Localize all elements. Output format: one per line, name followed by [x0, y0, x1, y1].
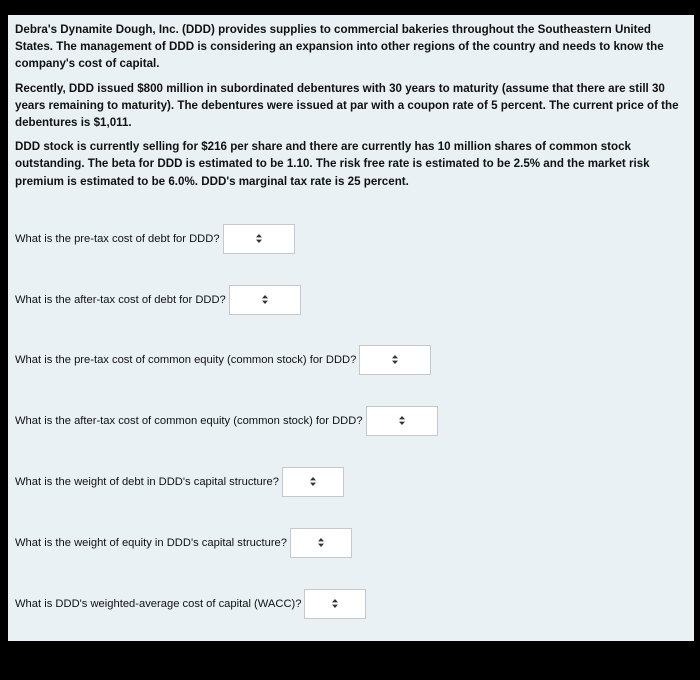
question-weight-of-debt — [15, 467, 344, 497]
question-wacc — [15, 589, 366, 619]
answer-dropdown[interactable] — [359, 345, 431, 375]
question-panel — [8, 15, 694, 641]
problem-statement — [15, 21, 690, 197]
question-aftertax-cost-of-debt — [15, 285, 301, 315]
answer-dropdown[interactable] — [229, 285, 301, 315]
up-down-chevron-icon — [367, 412, 437, 430]
intro-paragraph-2: Recently, DDD issued $800 million in subordinated debentures with 30 years to maturity (assume that there are still 30 years remaining to maturity). The debentures were issued at par with a coupon rate of 5 percent. The current price of the debentures is $1,011. — [15, 81, 679, 130]
question-pretax-cost-of-equity — [15, 345, 431, 375]
up-down-chevron-icon — [291, 534, 351, 552]
up-down-chevron-icon — [230, 291, 300, 309]
question-label: What is the pre-tax cost of debt for DDD? — [15, 233, 220, 245]
answer-dropdown[interactable] — [290, 528, 352, 558]
answer-dropdown[interactable] — [223, 224, 295, 254]
question-label: What is the weight of debt in DDD's capital structure? — [15, 476, 279, 488]
question-label: What is the after-tax cost of common equity (common stock) for DDD? — [15, 415, 363, 427]
question-label: What is the pre-tax cost of common equity (common stock) for DDD? — [15, 354, 357, 366]
question-label: What is the weight of equity in DDD's capital structure? — [15, 537, 287, 549]
intro-paragraph-1: Debra's Dynamite Dough, Inc. (DDD) provides supplies to commercial bakeries throughout the Southeastern United States. The management of DDD is considering an expansion into other regions of the country and needs to know the company's cost of capital. — [15, 23, 664, 71]
question-aftertax-cost-of-equity — [15, 406, 438, 436]
question-pretax-cost-of-debt — [15, 224, 295, 254]
answer-dropdown[interactable] — [304, 589, 366, 619]
question-weight-of-equity — [15, 528, 352, 558]
up-down-chevron-icon — [305, 595, 365, 613]
up-down-chevron-icon — [224, 230, 294, 248]
question-label: What is the after-tax cost of debt for DDD? — [15, 294, 226, 306]
intro-paragraph-3: DDD stock is currently selling for $216 per share and there are currently has 10 million shares of common stock outstanding. The beta for DDD is estimated to be 1.10. The risk free rate is estimated to be 2.5% and the market risk premium is estimated to be 6.0%. DDD's marginal tax rate is 25 percent. — [15, 140, 650, 188]
answer-dropdown[interactable] — [282, 467, 344, 497]
answer-dropdown[interactable] — [366, 406, 438, 436]
up-down-chevron-icon — [360, 351, 430, 369]
question-label: What is DDD's weighted-average cost of capital (WACC)? — [15, 598, 302, 610]
up-down-chevron-icon — [283, 473, 343, 491]
